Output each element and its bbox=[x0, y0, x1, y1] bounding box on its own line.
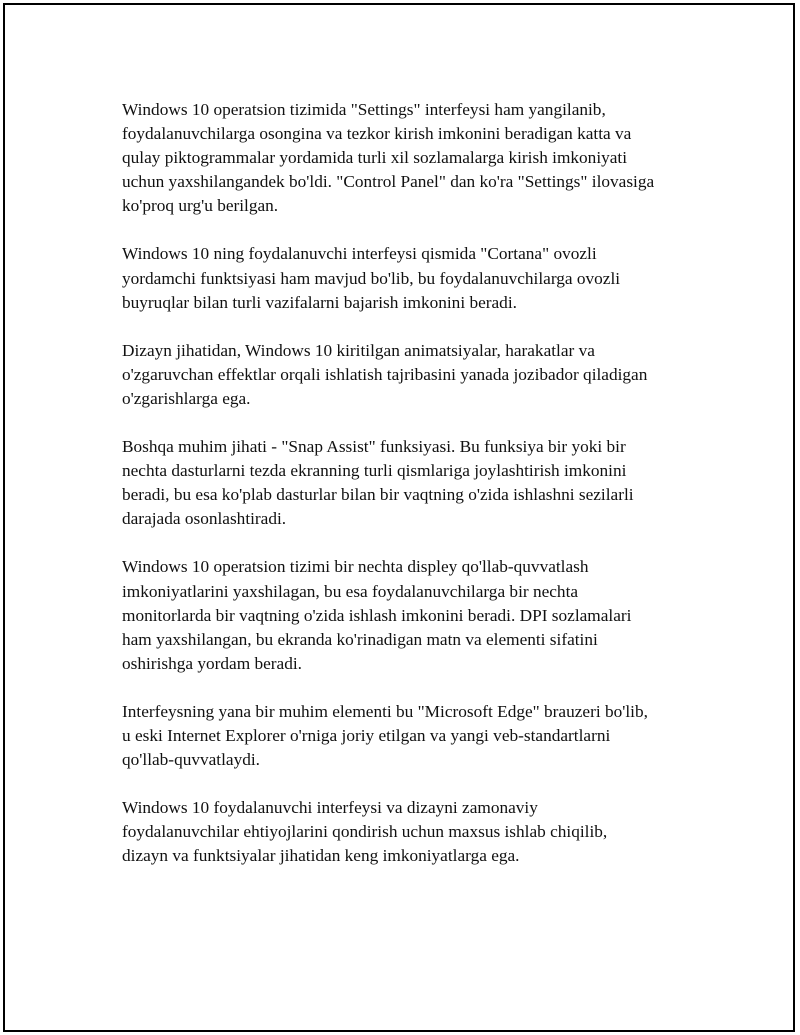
text-line: darajada osonlashtiradi. bbox=[122, 509, 287, 529]
text-line: Windows 10 operatsion tizimida "Settings" interfeysi ham yangilanib, bbox=[122, 100, 606, 119]
paragraph-settings bbox=[122, 98, 702, 218]
text-line: yordamchi funktsiyasi ham mavjud bo'lib, bu foydalanuvchilarga ovozli bbox=[122, 268, 621, 288]
text-line: Windows 10 foydalanuvchi interfeysi va dizayni zamonaviy bbox=[122, 798, 538, 818]
text-line: ko'proq urg'u berilgan. bbox=[122, 196, 279, 216]
paragraph-edge bbox=[122, 700, 702, 772]
text-line: Dizayn jihatidan, Windows 10 kiritilgan animatsiyalar, harakatlar va bbox=[122, 340, 595, 360]
text-line: oshirishga yordam beradi. bbox=[122, 653, 302, 673]
paragraph-snap-assist bbox=[122, 435, 702, 531]
text-line: Windows 10 ning foydalanuvchi interfeysi qismida "Cortana" ovozli bbox=[122, 244, 597, 264]
text-line: ham yaxshilangan, bu ekranda ko'rinadigan matn va elementi sifatini bbox=[122, 629, 598, 649]
text-line: foydalanuvchilarga osongina va tezkor kirish imkonini beradigan katta va bbox=[122, 124, 632, 144]
paragraph-multi-display bbox=[122, 555, 702, 675]
paragraph-design bbox=[122, 339, 702, 411]
text-line: Windows 10 operatsion tizimi bir nechta displey qo'llab-quvvatlash bbox=[122, 557, 589, 577]
text-line: monitorlarda bir vaqtning o'zida ishlash imkonini beradi. DPI sozlamalari bbox=[122, 605, 632, 625]
paragraph-conclusion bbox=[122, 796, 702, 868]
text-line: u eski Internet Explorer o'rniga joriy etilgan va yangi veb-standartlarni bbox=[122, 725, 611, 745]
text-line: qulay piktogrammalar yordamida turli xil sozlamalarga kirish imkoniyati bbox=[122, 148, 628, 168]
document-body bbox=[122, 98, 702, 892]
paragraph-cortana bbox=[122, 242, 702, 314]
page-frame bbox=[3, 3, 795, 1032]
text-line: buyruqlar bilan turli vazifalarni bajarish imkonini beradi. bbox=[122, 292, 517, 312]
text-line: qo'llab-quvvatlaydi. bbox=[122, 750, 260, 770]
text-line: imkoniyatlarini yaxshilagan, bu esa foydalanuvchilarga bir nechta bbox=[122, 581, 579, 601]
text-line: nechta dasturlarni tezda ekranning turli qismlariga joylashtirish imkonini bbox=[122, 461, 627, 481]
text-line: beradi, bu esa ko'plab dasturlar bilan bir vaqtning o'zida ishlashni sezilarli bbox=[122, 485, 634, 505]
text-line: o'zgaruvchan effektlar orqali ishlatish tajribasini yanada jozibador qiladigan bbox=[122, 364, 648, 384]
text-line: Interfeysning yana bir muhim elementi bu "Microsoft Edge" brauzeri bo'lib, bbox=[122, 701, 648, 721]
text-line: uchun yaxshilangandek bo'ldi. "Control Panel" dan ko'ra "Settings" ilovasiga bbox=[122, 172, 655, 192]
text-line: foydalanuvchilar ehtiyojlarini qondirish uchun maxsus ishlab chiqilib, bbox=[122, 822, 608, 842]
text-line: Boshqa muhim jihati - "Snap Assist" funksiyasi. Bu funksiya bir yoki bir bbox=[122, 437, 626, 457]
text-line: dizayn va funktsiyalar jihatidan keng imkoniyatlarga ega. bbox=[122, 846, 520, 866]
text-line: o'zgarishlarga ega. bbox=[122, 388, 251, 408]
